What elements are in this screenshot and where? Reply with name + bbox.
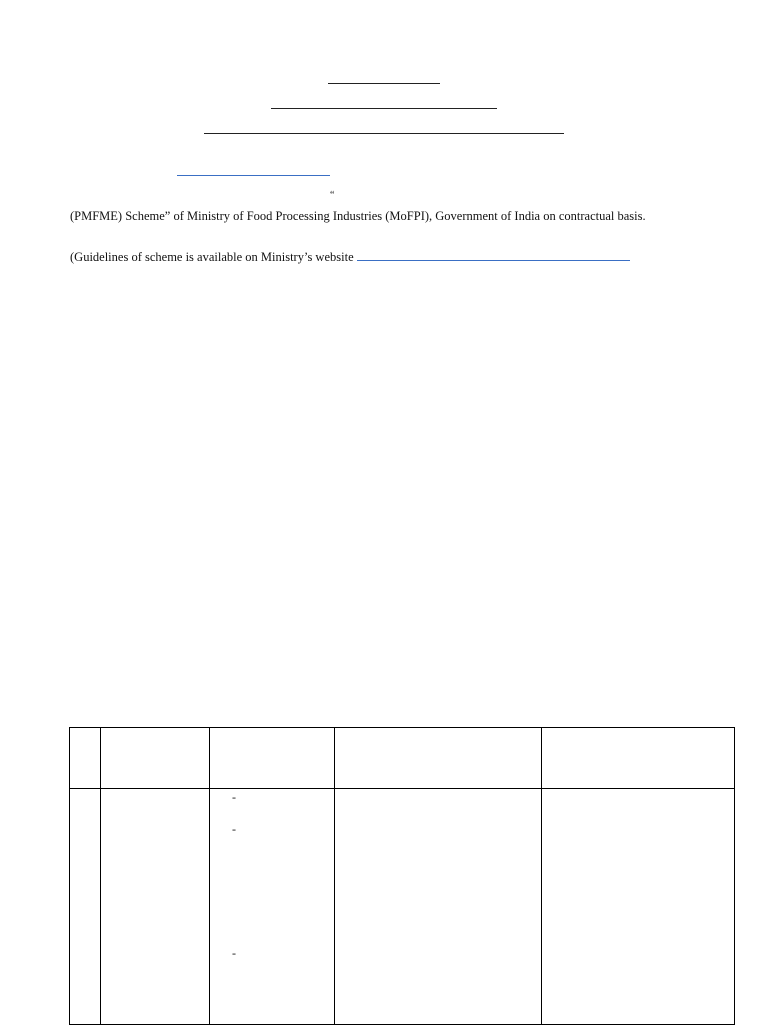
- header-cell-5: [542, 728, 735, 789]
- header-cell-2: [101, 728, 210, 789]
- reference-link[interactable]: [177, 175, 330, 176]
- ministry-website-link[interactable]: [357, 250, 630, 261]
- header-cell-4: [335, 728, 542, 789]
- row-cell-4: [335, 789, 542, 1025]
- title-rule-3: [204, 133, 564, 134]
- header-cell-3: [210, 728, 335, 789]
- dash-mark: -: [232, 946, 236, 960]
- row-cell-2: [101, 789, 210, 1025]
- table-row: [70, 789, 735, 1025]
- title-rule-2: [271, 108, 497, 109]
- title-rule-1: [328, 83, 440, 84]
- row-cell-5: [542, 789, 735, 1025]
- guidelines-text: (Guidelines of scheme is available on Ministry’s website: [70, 250, 354, 264]
- positions-table: [69, 727, 735, 1025]
- opening-quote: “: [330, 190, 335, 201]
- guidelines-paragraph: [70, 249, 630, 265]
- row-cell-1: [70, 789, 101, 1025]
- header-cell-1: [70, 728, 101, 789]
- table-header-row: [70, 728, 735, 789]
- scheme-text: (PMFME) Scheme” of Ministry of Food Processing Industries (MoFPI), Government of India on contractual basis.: [70, 209, 646, 223]
- dash-mark: -: [232, 790, 236, 804]
- dash-mark: -: [232, 822, 236, 836]
- row-cell-3: [210, 789, 335, 1025]
